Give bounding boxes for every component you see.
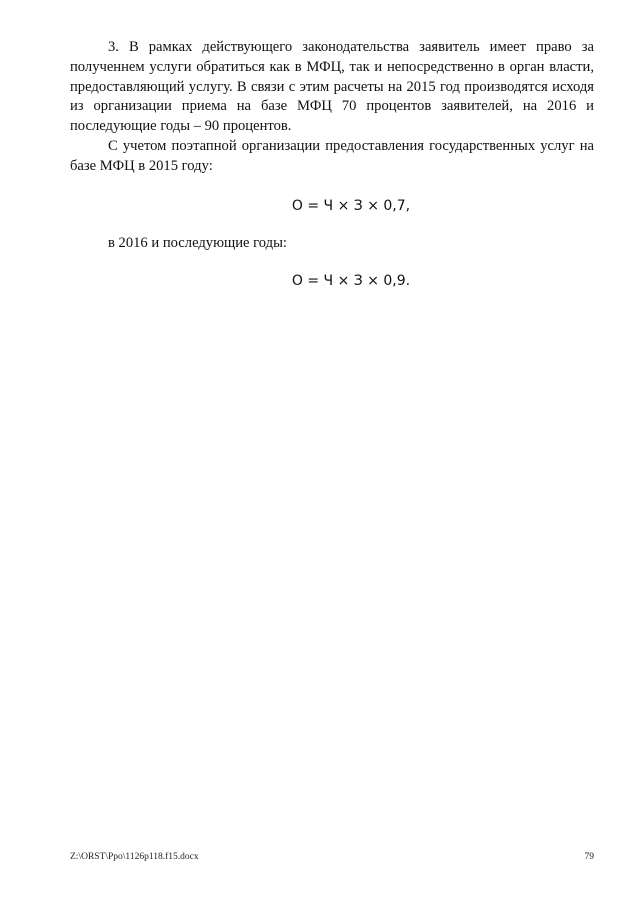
document-body <box>70 38 594 292</box>
paragraph-2016-years: в 2016 и последующие годы: <box>108 235 287 252</box>
formula-2015: О = Ч × З × 0,7, <box>291 197 411 214</box>
formula-2016: О = Ч × З × 0,9. <box>291 273 411 290</box>
footer-page-number: 79 <box>584 852 594 862</box>
footer-file-path: Z:\ORST\Ppo\1126p118.f15.docx <box>70 852 199 862</box>
paragraph-item-3: 3. В рамках действующего законодательства заявитель имеет право за полученнем услуги обратиться как в МФЦ, так и непосредственно в орган власти, предоставляющий услугу. В связи с этим расчеты на 2015 год производятся исходя из организации приема на базе МФЦ 70 процентов заявителей, на 2016 и последующие годы – 90 процентов. <box>70 39 594 135</box>
paragraph-phased-services: С учетом поэтапной организации предоставления государственных услуг на базе МФЦ в 2015 году: <box>70 137 594 174</box>
